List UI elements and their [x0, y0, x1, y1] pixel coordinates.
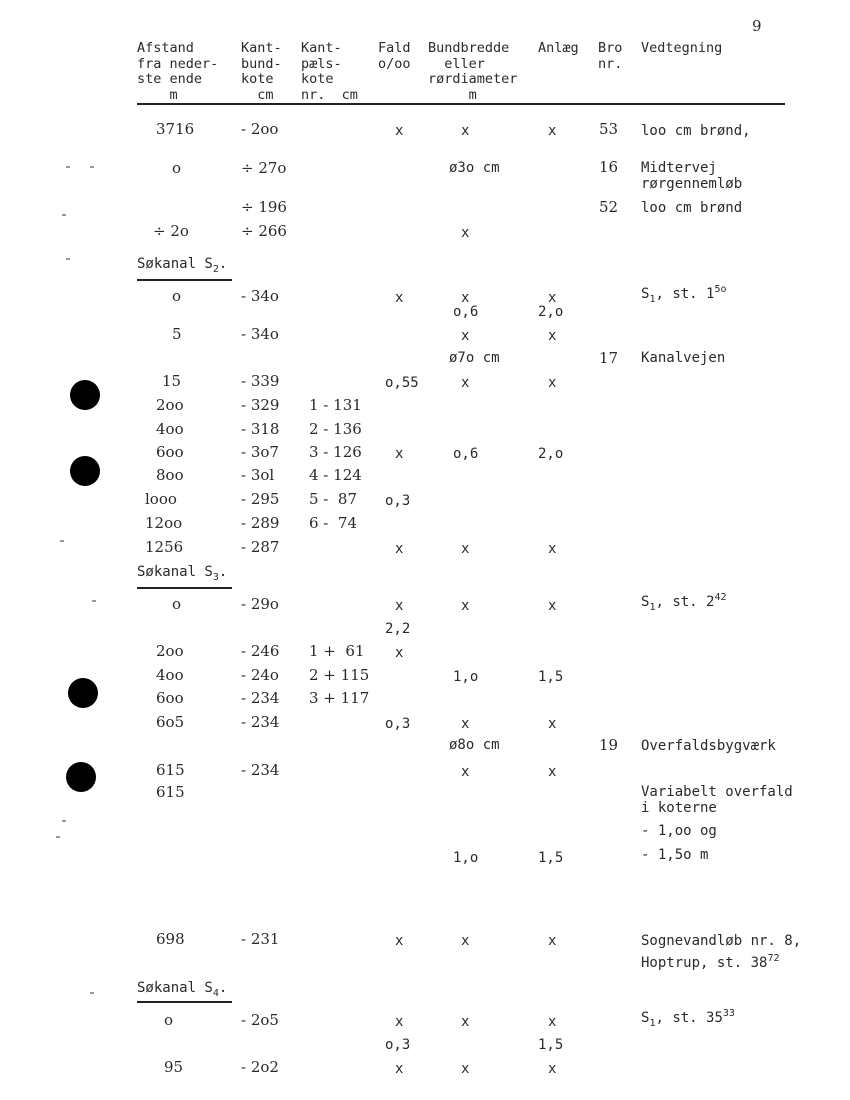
row-anlaeg: 2,o — [538, 446, 564, 462]
row-anlaeg: 1,5 — [538, 1037, 564, 1053]
row-kote: - 34o — [241, 325, 279, 343]
row-paelskote: 2 - 136 — [309, 420, 362, 438]
row-kote: - 318 — [241, 420, 280, 438]
header-fald: Fald o/oo — [378, 40, 411, 72]
section-heading-s3: Søkanal $S_3$. — [137, 564, 228, 583]
row-afstand: 698 — [156, 930, 185, 948]
scan-speck — [60, 540, 64, 542]
row-paelskote: 5 - 87 — [309, 490, 358, 508]
row-fald: o,3 — [385, 493, 411, 509]
row-paelskote: 3 - 126 — [309, 443, 362, 461]
row-kote: - 295 — [241, 490, 280, 508]
row-anlaeg: x — [548, 1061, 557, 1077]
scan-speck — [56, 836, 60, 838]
row-anlaeg: x — [548, 764, 557, 780]
punch-hole — [66, 762, 96, 792]
row-afstand: o — [172, 159, 182, 177]
row-kote: - 29o — [241, 595, 279, 613]
section-heading-s4: Søkanal $S_4$. — [137, 980, 228, 999]
row-anlaeg: x — [548, 598, 557, 614]
row-note: - 1,5o m — [641, 847, 709, 863]
row-fald: x — [395, 446, 404, 462]
row-kote: - 287 — [241, 538, 280, 556]
row-fald: x — [395, 645, 404, 661]
row-bund: o,6 — [453, 446, 479, 462]
row-bund: 1,o — [453, 850, 479, 866]
row-note: $S_1$, st. $1^{5o}$ — [641, 284, 727, 305]
row-note: $S_1$, st. $35^{33}$ — [641, 1008, 735, 1029]
row-afstand: 5 — [172, 325, 182, 343]
row-paelskote: 1 - 131 — [309, 396, 362, 414]
header-kant-bundkote: Kant- bund- kote cm — [241, 40, 282, 103]
row-kote: - 234 — [241, 713, 280, 731]
row-anlaeg: x — [548, 328, 557, 344]
row-bund: x — [461, 123, 470, 139]
row-bund: x — [461, 598, 470, 614]
row-note: i koterne — [641, 800, 717, 816]
row-afstand: 4oo — [156, 666, 184, 684]
row-fald: 2,2 — [385, 621, 411, 637]
row-kote: - 24o — [241, 666, 279, 684]
row-kote: ÷ 196 — [241, 198, 287, 216]
row-note: loo cm brønd, — [641, 123, 751, 139]
row-afstand: 6oo — [156, 689, 184, 707]
row-afstand: 615 — [156, 783, 185, 801]
row-note: Kanalvejen — [641, 350, 726, 366]
row-anlaeg-value: 2,o — [538, 304, 564, 320]
row-fald: x — [395, 541, 404, 557]
row-paelskote: 2 + 115 — [309, 666, 370, 684]
row-fald: o,3 — [385, 1037, 411, 1053]
row-bund: x — [461, 328, 470, 344]
row-afstand: 615 — [156, 761, 185, 779]
row-anlaeg: x — [548, 933, 557, 949]
row-kote: - 234 — [241, 761, 280, 779]
row-fald: o,3 — [385, 716, 411, 732]
row-kote: - 246 — [241, 642, 280, 660]
section-underline — [137, 279, 232, 281]
section-underline — [137, 587, 232, 589]
row-bund: x — [461, 1014, 470, 1030]
row-anlaeg: 1,5 — [538, 850, 564, 866]
row-bund: ø8o cm — [449, 737, 500, 753]
row-bund: x — [461, 716, 470, 732]
row-anlaeg: x — [548, 290, 557, 306]
row-bund: x — [461, 225, 470, 241]
row-bro: 16 — [599, 158, 619, 176]
row-fald: x — [395, 598, 404, 614]
row-afstand: o — [172, 595, 182, 613]
scan-speck — [62, 214, 66, 216]
row-note: loo cm brønd — [641, 200, 743, 216]
row-afstand: o — [164, 1011, 174, 1029]
row-paelskote: 1 + 61 — [309, 642, 365, 660]
punch-hole — [68, 678, 98, 708]
row-bund: x — [461, 290, 470, 306]
row-kote: - 2oo — [241, 120, 279, 138]
row-anlaeg: x — [548, 375, 557, 391]
scan-speck — [66, 258, 70, 260]
header-bro: Bro nr. — [598, 40, 623, 72]
row-kote: - 34o — [241, 287, 279, 305]
row-bro: 53 — [599, 120, 619, 138]
header-rule — [137, 103, 785, 105]
row-note: rørgennemløb — [641, 176, 743, 192]
row-note: Sognevandløb nr. 8, — [641, 933, 802, 949]
header-kant-paelskote: Kant- pæls- kote nr. cm — [301, 40, 358, 103]
row-paelskote: 4 - 124 — [309, 466, 362, 484]
row-kote: - 2o2 — [241, 1058, 279, 1076]
row-bund: x — [461, 764, 470, 780]
row-note: Hoptrup, st. $38^{72}$ — [641, 953, 780, 971]
row-fald: o,55 — [385, 375, 419, 391]
row-kote: - 329 — [241, 396, 280, 414]
punch-hole — [70, 456, 100, 486]
row-kote: - 339 — [241, 372, 280, 390]
row-anlaeg: x — [548, 716, 557, 732]
row-fald: x — [395, 1014, 404, 1030]
row-kote: - 3ol — [241, 466, 275, 484]
row-afstand: 2oo — [156, 396, 184, 414]
header-vedtegning: Vedtegning — [641, 40, 723, 56]
row-note: Midtervej — [641, 160, 717, 176]
row-fald: x — [395, 123, 404, 139]
page-number: 9 — [752, 17, 762, 35]
row-afstand: 3716 — [156, 120, 195, 138]
row-bro: 17 — [599, 349, 619, 367]
row-kote: ÷ 266 — [241, 222, 287, 240]
row-afstand: o — [172, 287, 182, 305]
row-afstand: 8oo — [156, 466, 184, 484]
row-anlaeg: x — [548, 541, 557, 557]
row-paelskote: 6 - 74 — [309, 514, 358, 532]
row-bund: 1,o — [453, 669, 479, 685]
row-afstand: 12oo — [145, 514, 183, 532]
row-afstand: 15 — [162, 372, 182, 390]
row-afstand: 4oo — [156, 420, 184, 438]
scan-speck — [66, 166, 70, 168]
row-note: - 1,oo og — [641, 823, 717, 839]
row-note: Variabelt overfald — [641, 784, 793, 800]
row-afstand: looo — [145, 490, 177, 508]
row-fald: x — [395, 1061, 404, 1077]
row-afstand: 6oo — [156, 443, 184, 461]
row-note: $S_1$, st. $2^{42}$ — [641, 592, 727, 613]
row-afstand: 95 — [164, 1058, 184, 1076]
section-heading-s2: Søkanal $S_2$. — [137, 256, 228, 275]
scan-speck — [90, 166, 94, 168]
section-underline — [137, 1001, 232, 1003]
row-bund: ø3o cm — [449, 160, 500, 176]
row-kote: ÷ 27o — [241, 159, 287, 177]
row-kote: - 3o7 — [241, 443, 279, 461]
row-kote: - 231 — [241, 930, 280, 948]
row-bund: ø7o cm — [449, 350, 500, 366]
row-bro: 19 — [599, 736, 619, 754]
row-fald: x — [395, 933, 404, 949]
row-paelskote: 3 + 117 — [309, 689, 370, 707]
punch-hole — [70, 380, 100, 410]
scan-speck — [92, 600, 96, 602]
row-note: Overfaldsbygværk — [641, 738, 776, 754]
row-anlaeg: 1,5 — [538, 669, 564, 685]
row-bund-value: o,6 — [453, 304, 479, 320]
row-afstand: 1256 — [145, 538, 184, 556]
row-kote: - 289 — [241, 514, 280, 532]
row-fald: x — [395, 290, 404, 306]
row-kote: - 2o5 — [241, 1011, 279, 1029]
row-bro: 52 — [599, 198, 619, 216]
row-kote: - 234 — [241, 689, 280, 707]
header-bundbredde: Bundbredde eller rørdiameter m — [428, 40, 518, 103]
header-anlaeg: Anlæg — [538, 40, 579, 56]
row-afstand: ÷ 2o — [153, 222, 189, 240]
row-bund: x — [461, 375, 470, 391]
header-afstand: Afstand fra neder- ste ende m — [137, 40, 219, 103]
row-anlaeg: x — [548, 1014, 557, 1030]
row-bund: x — [461, 541, 470, 557]
scan-speck — [90, 992, 94, 994]
row-afstand: 6o5 — [156, 713, 185, 731]
row-afstand: 2oo — [156, 642, 184, 660]
scan-speck — [62, 820, 66, 822]
row-bund: x — [461, 933, 470, 949]
row-bund: x — [461, 1061, 470, 1077]
row-anlaeg: x — [548, 123, 557, 139]
